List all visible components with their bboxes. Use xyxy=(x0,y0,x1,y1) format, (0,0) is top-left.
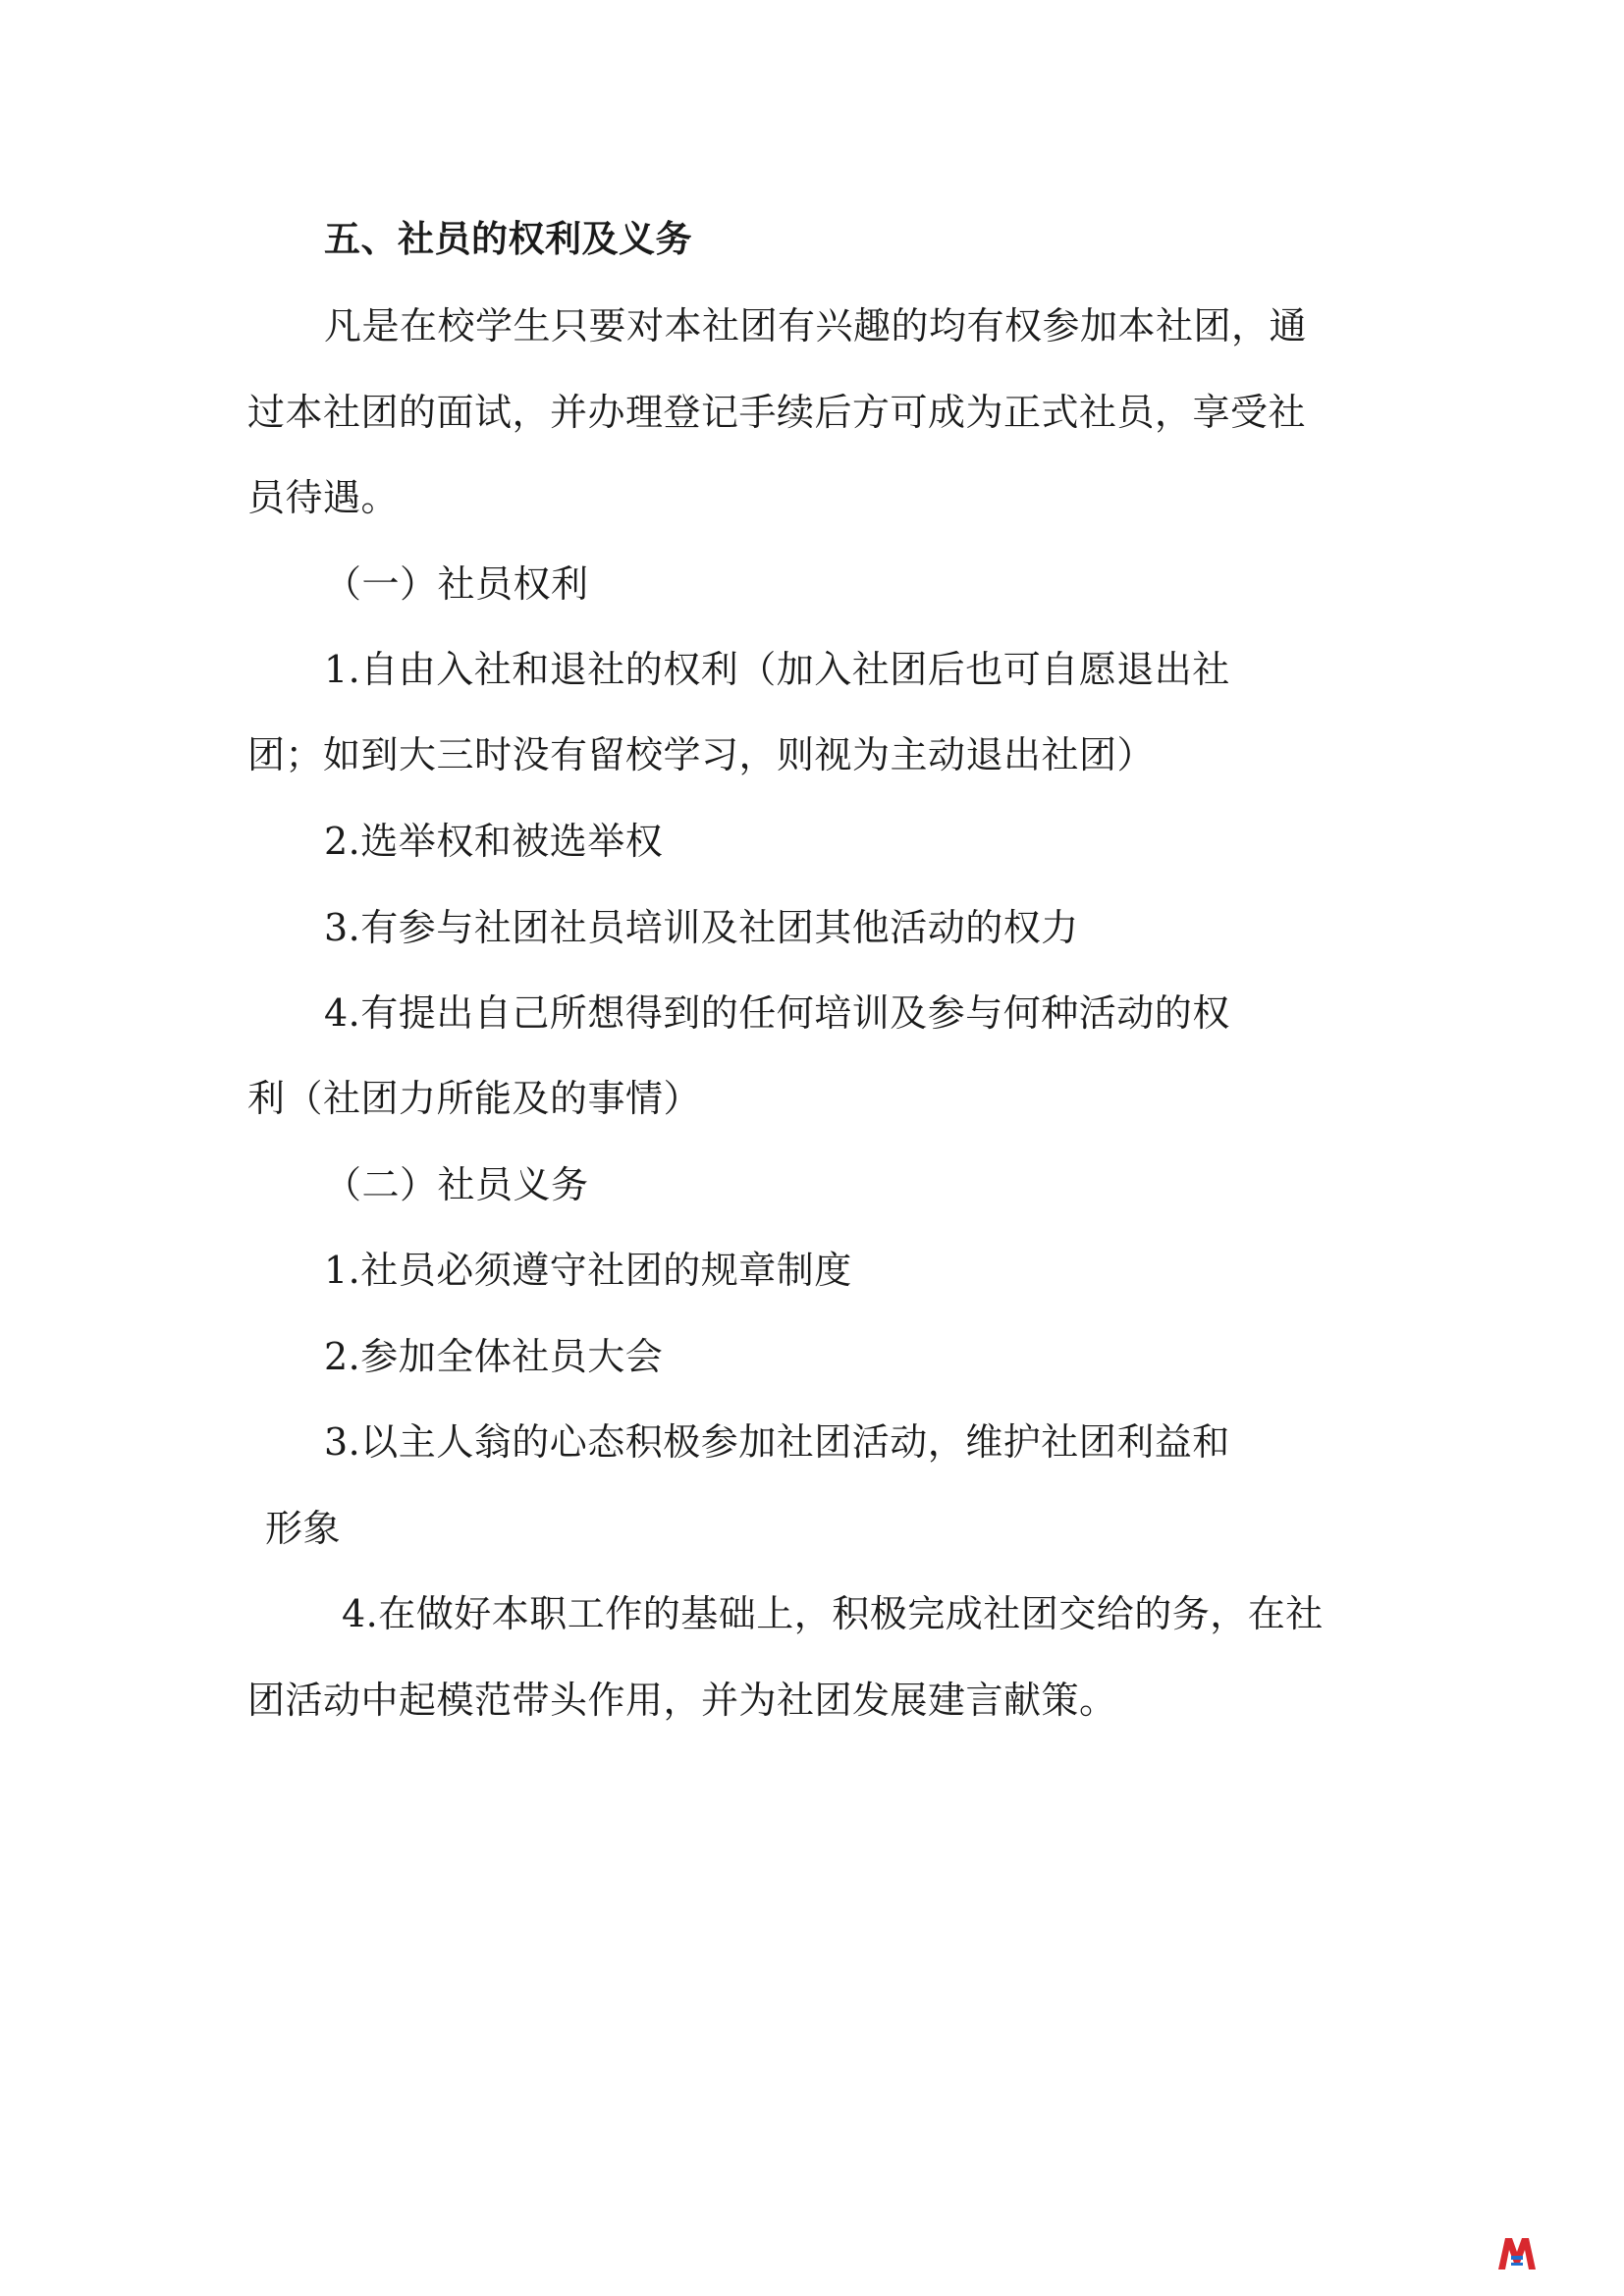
rights-item-4: 4.有提出自己所想得到的任何培训及参与何种活动的权 xyxy=(324,991,1230,1035)
section-title: 五、社员的权利及义务 xyxy=(324,218,692,260)
duties-item-4-cont: 团活动中起模范带头作用，并为社团发展建言献策。 xyxy=(247,1679,1117,1722)
rights-item-2: 2.选举权和被选举权 xyxy=(324,820,664,863)
rights-heading: （一）社员权利 xyxy=(324,562,589,606)
m-logo-icon xyxy=(1496,2230,1538,2271)
intro-line-2: 过本社团的面试，并办理登记手续后方可成为正式社员，享受社 xyxy=(247,391,1307,434)
duties-item-4: 4.在做好本职工作的基础上，积极完成社团交给的务，在社 xyxy=(342,1592,1324,1635)
duties-heading: （二）社员义务 xyxy=(324,1163,589,1206)
intro-line-1: 凡是在校学生只要对本社团有兴趣的均有权参加本社团，通 xyxy=(324,304,1308,347)
rights-item-1: 1.自由入社和退社的权利（加入社团后也可自愿退出社 xyxy=(324,648,1230,691)
duties-item-2: 2.参加全体社员大会 xyxy=(324,1335,664,1378)
duties-item-1: 1.社员必须遵守社团的规章制度 xyxy=(324,1249,852,1292)
rights-item-3: 3.有参与社团社员培训及社团其他活动的权力 xyxy=(324,906,1079,949)
rights-item-1-cont: 团；如到大三时没有留校学习，则视为主动退出社团） xyxy=(247,733,1156,776)
duties-item-3: 3.以主人翁的心态积极参加社团活动，维护社团利益和 xyxy=(324,1420,1230,1464)
rights-item-4-cont: 利（社团力所能及的事情） xyxy=(247,1077,702,1120)
duties-item-3-cont: 形象 xyxy=(265,1507,342,1550)
intro-line-3: 员待遇。 xyxy=(247,476,400,519)
